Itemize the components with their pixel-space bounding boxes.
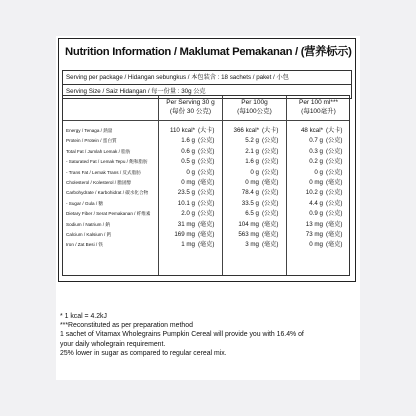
nutrient-unit: (毫克) (326, 241, 343, 249)
nutrient-value: 0.9 g (309, 210, 323, 218)
nutrient-unit: (大卡) (262, 127, 279, 134)
nutrient-name: Calcium / Kalsium / 鈣 (66, 232, 112, 237)
nutrient-unit: (公克) (262, 210, 279, 218)
nutrient-value: 110 kcal* (170, 127, 195, 134)
nutrient-row (63, 199, 349, 209)
nutrient-value: 563 mg (238, 231, 259, 238)
nutrition-table (62, 95, 350, 276)
serving-per-package: Serving per package / Hidangan sebungkus / 本包装含 : 18 sachets / paket / 小包 (62, 70, 352, 85)
nutrient-row (63, 209, 349, 219)
nutrient-value: 5.2 g (245, 137, 259, 145)
footnote-wholegrain: 1 sachet of Vitamax Wholegrains Pumpkin Cereal will provide you with 16.4% of (60, 331, 304, 339)
nutrient-name: Energy / Tenaga / 熱量 (66, 128, 113, 133)
nutrient-unit: (公克) (198, 147, 215, 155)
nutrient-value: 4.4 g (309, 199, 323, 207)
nutrient-unit: (毫克) (198, 231, 215, 238)
nutrient-unit: (公克) (326, 210, 343, 218)
nutrient-value: 23.5 g (177, 189, 195, 197)
nutrient-value: 33.5 g (241, 199, 259, 207)
footnote-kcal: * 1 kcal = 4.2kJ (60, 313, 107, 320)
nutrient-value: 0 g (314, 168, 323, 176)
nutrition-panel (58, 38, 356, 282)
nutrient-unit: (公克) (326, 137, 343, 145)
column-header-line: Per 100 ml*** (298, 99, 339, 106)
nutrient-value: 0.3 g (309, 147, 323, 155)
nutrient-unit: (毫克) (198, 241, 215, 249)
header-divider (63, 120, 349, 121)
column-header-per-100ml (287, 98, 350, 116)
nutrient-value: 0.7 g (309, 137, 323, 145)
footnote-sugar: 25% lower in sugar as compared to regular cereal mix. (60, 349, 227, 357)
nutrient-value: 10.1 g (177, 199, 195, 207)
nutrient-row (63, 147, 349, 157)
nutrient-row (63, 178, 349, 188)
nutrient-name: - Saturated Fat / Lemak Tepu / 飽和脂肪 (66, 159, 148, 165)
nutrient-unit: (公克) (262, 168, 279, 176)
nutrient-name: Dietary Fiber / Serat Pemakanan / 纤维素 (66, 211, 151, 217)
nutrient-value: 169 mg (174, 231, 195, 238)
nutrient-row (63, 188, 349, 198)
nutrient-row (63, 230, 349, 240)
nutrient-value: 0 mg (181, 179, 195, 186)
nutrient-name: Protein / Protein / 蛋白質 (66, 138, 117, 144)
footnotes (60, 312, 358, 358)
nutrient-unit: (公克) (198, 168, 215, 176)
column-header-line: (每份 30 公克) (169, 108, 212, 115)
nutrient-value: 3 mg (245, 241, 259, 249)
nutrient-value: 13 mg (305, 220, 323, 228)
nutrient-unit: (公克) (326, 158, 343, 166)
nutrient-value: 78.4 g (241, 189, 259, 197)
nutrient-unit: (毫克) (326, 179, 343, 186)
nutrient-unit: (公克) (262, 199, 279, 207)
nutrient-name: Carbohydrate / Karbohidrat / 碳水化合物 (66, 190, 149, 196)
nutrient-value: 0.5 g (181, 158, 195, 166)
nutrient-value: 0 g (186, 168, 195, 176)
serving-size: Serving Size / Saiz Hidangan / 每一份量 : 30g 公克 (62, 84, 352, 99)
nutrient-unit: (公克) (326, 168, 343, 176)
nutrient-unit: (毫克) (326, 231, 343, 238)
nutrient-unit: (公克) (262, 189, 279, 197)
nutrient-unit: (公克) (326, 189, 343, 197)
nutrient-unit: (公克) (198, 210, 215, 218)
nutrient-value: 1.6 g (245, 158, 259, 166)
nutrient-value: 0 mg (245, 179, 259, 186)
nutrient-unit: (毫克) (262, 220, 279, 228)
footnote-reconstituted: ***Reconstituted as per preparation method (60, 322, 193, 330)
nutrient-row (63, 240, 349, 250)
nutrient-value: 73 mg (305, 231, 323, 238)
nutrient-row (63, 157, 349, 167)
nutrient-unit: (毫克) (326, 220, 343, 228)
nutrient-row (63, 126, 349, 136)
label-title: Nutrition Information / Maklumat Pemakanan / (营养标示) (65, 46, 352, 58)
nutrient-name: Total Fat / Jumlah Lemak / 脂肪 (66, 148, 131, 154)
nutrient-name: Sodium / Natrium / 鈉 (66, 221, 110, 227)
column-header-per-100g (223, 98, 286, 116)
nutrient-name: - Trans Fat / Lemak Trans / 反式脂肪 (66, 169, 141, 175)
column-header-line: (每100公克) (237, 108, 272, 115)
nutrient-value: 0 g (250, 168, 259, 176)
nutrient-value: 0.2 g (309, 158, 323, 166)
nutrient-unit: (毫克) (262, 241, 279, 249)
nutrient-value: 104 mg (238, 220, 259, 228)
nutrient-unit: (公克) (198, 158, 215, 166)
column-header-line: (每100毫升) (301, 108, 336, 115)
nutrient-value: 0 mg (309, 179, 323, 186)
nutrient-unit: (公克) (198, 199, 215, 207)
column-header-line: Per Serving 30 g (166, 99, 215, 106)
nutrient-value: 366 kcal* (233, 127, 259, 134)
nutrient-unit: (公克) (262, 158, 279, 166)
column-header-line: Per 100g (241, 99, 268, 106)
nutrient-value: 1.6 g (181, 137, 195, 145)
nutrient-unit: (毫克) (262, 231, 279, 238)
nutrient-value: 10.2 g (305, 189, 323, 197)
nutrient-value: 0.6 g (181, 147, 195, 155)
nutrient-name: Cholesterol / Kolesterol / 膽固醇 (66, 180, 132, 185)
nutrition-label-sheet (56, 36, 360, 380)
footnote-wholegrain-cont: your daily wholegrain requirement. (60, 340, 166, 348)
nutrient-value: 0 mg (309, 241, 323, 249)
nutrient-unit: (公克) (326, 147, 343, 155)
nutrient-value: 2.0 g (181, 210, 195, 218)
nutrient-row (63, 136, 349, 146)
nutrient-unit: (公克) (262, 147, 279, 155)
nutrient-unit: (大卡) (198, 127, 215, 134)
nutrient-value: 48 kcal* (300, 127, 323, 134)
nutrient-row (63, 220, 349, 230)
nutrient-name: - Sugar / Gula / 糖 (66, 200, 104, 206)
nutrient-unit: (毫克) (262, 179, 279, 186)
nutrient-unit: (公克) (198, 137, 215, 145)
nutrient-value: 2.1 g (245, 147, 259, 155)
nutrient-value: 31 mg (177, 220, 195, 228)
nutrient-name: Iron / Zat Besi / 铁 (66, 242, 104, 248)
nutrient-value: 1 mg (181, 241, 195, 249)
nutrient-row (63, 168, 349, 178)
column-header-per-serving (159, 98, 222, 116)
nutrient-unit: (大卡) (326, 127, 343, 134)
nutrient-value: 6.5 g (245, 210, 259, 218)
nutrient-unit: (毫克) (198, 179, 215, 186)
nutrient-unit: (公克) (326, 199, 343, 207)
nutrient-unit: (毫克) (198, 220, 215, 228)
nutrient-unit: (公克) (262, 137, 279, 145)
nutrient-unit: (公克) (198, 189, 215, 197)
